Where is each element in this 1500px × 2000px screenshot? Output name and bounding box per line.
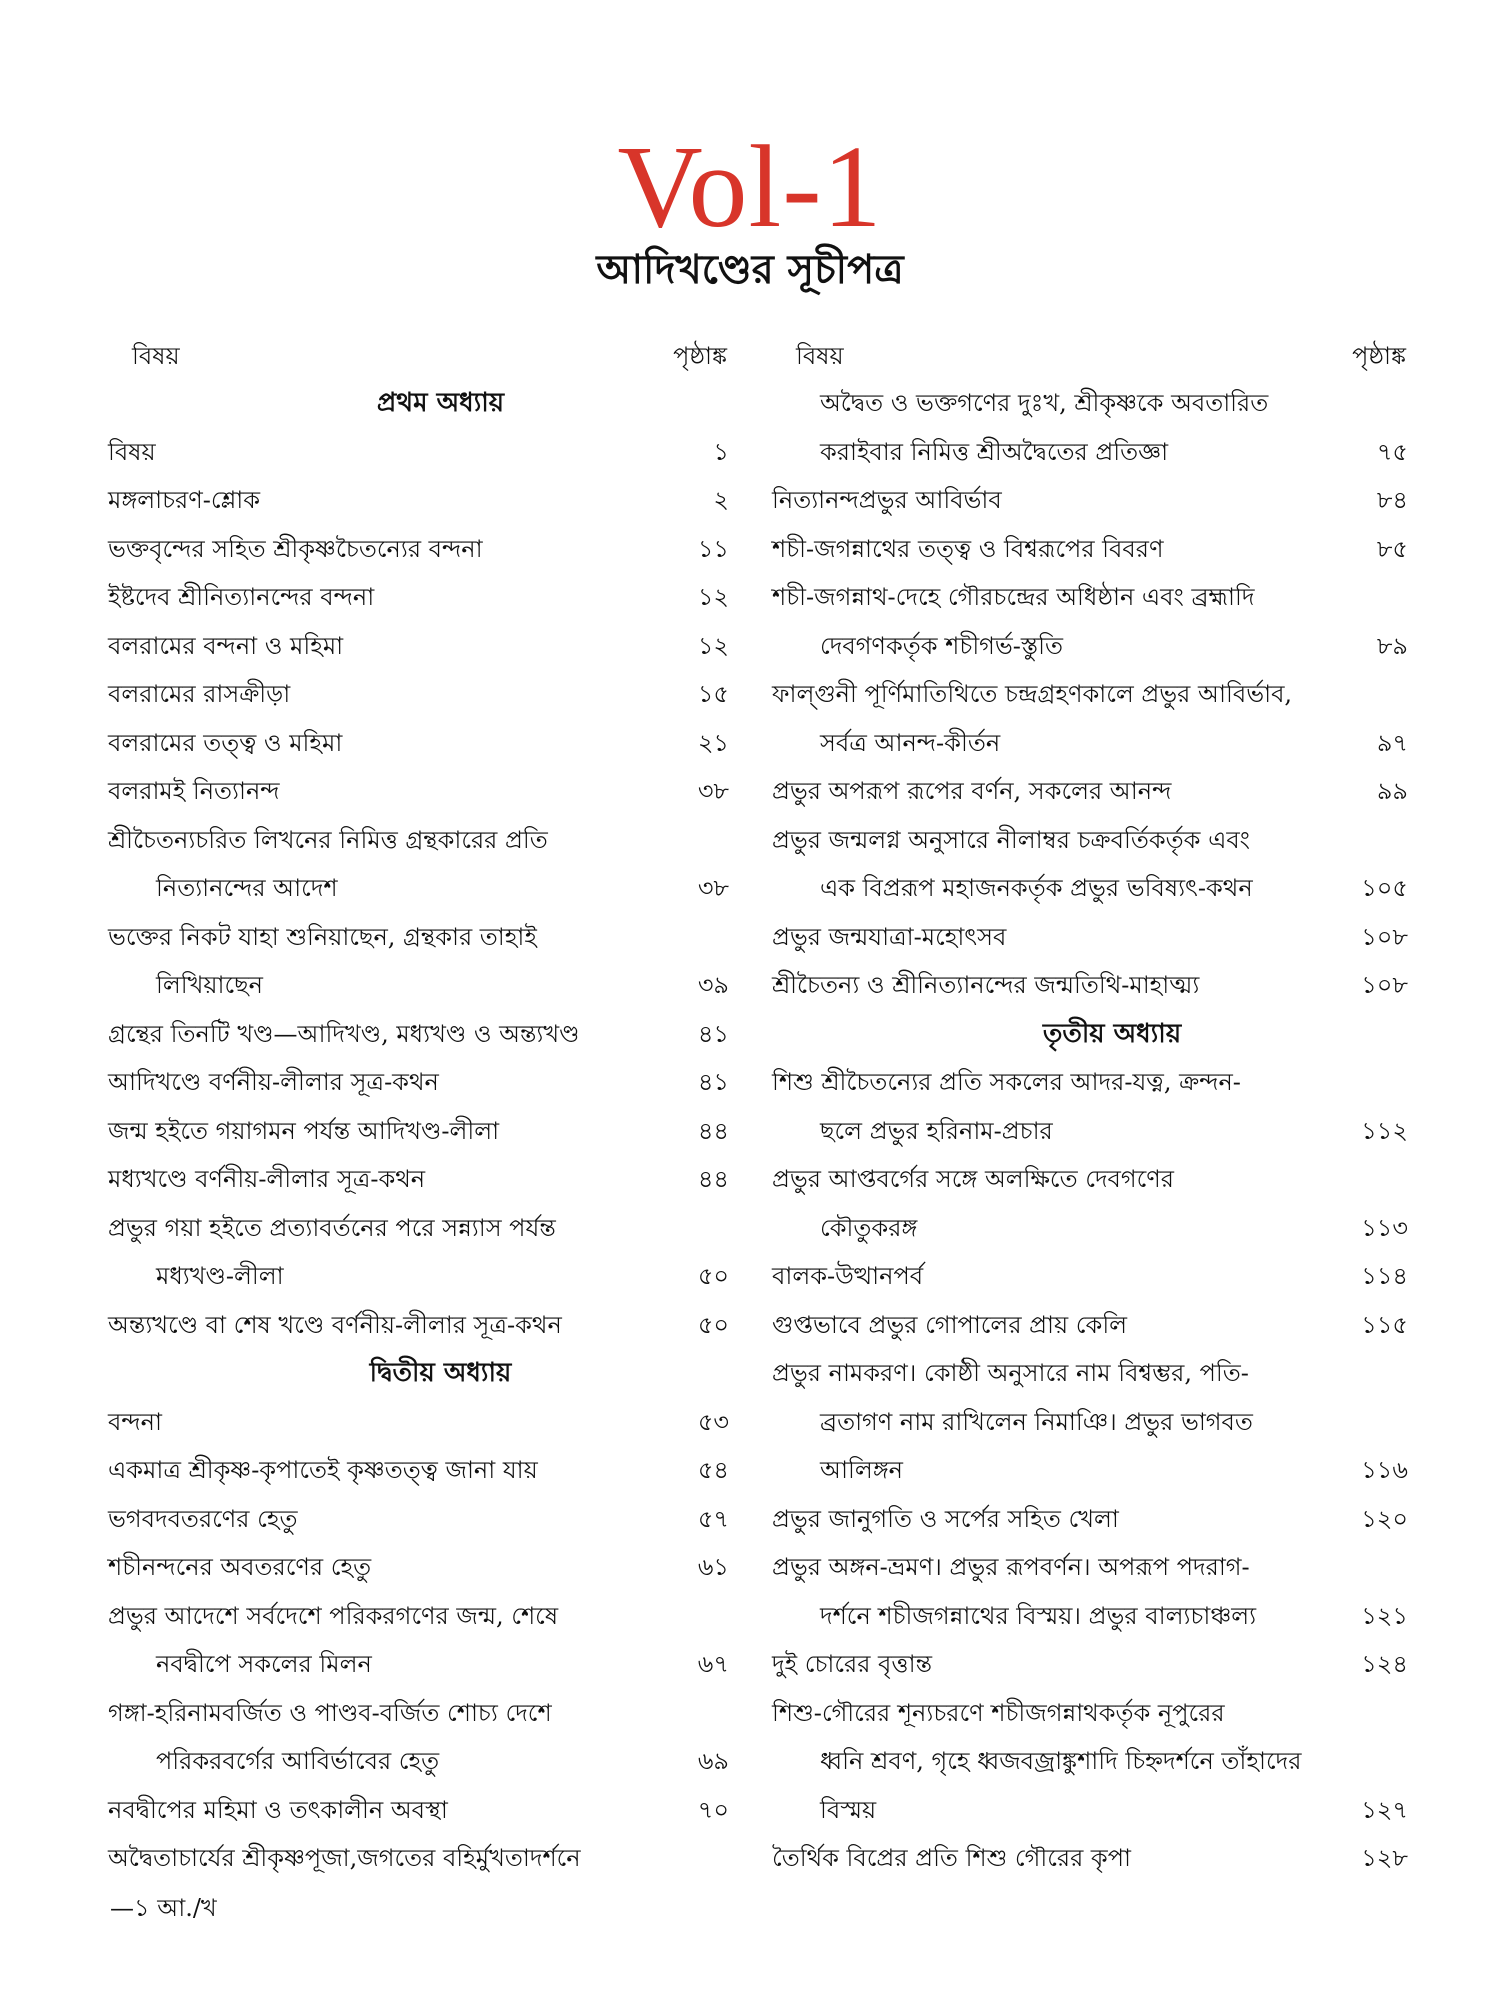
toc-entry bbox=[108, 1786, 733, 1835]
toc-entry-text: ব্রতাগণ নাম রাখিলেন নিমাঞি। প্রভুর ভাগবত bbox=[820, 1407, 1253, 1436]
left-column bbox=[108, 333, 733, 1883]
volume-title: Vol-1 bbox=[617, 121, 883, 252]
toc-entry bbox=[108, 622, 733, 671]
toc-entry bbox=[772, 573, 1412, 622]
toc-entry-text: দুই চোরের বৃত্তান্ত bbox=[772, 1650, 933, 1678]
toc-entry-text: তৈর্থিক বিপ্রের প্রতি শিশু গৌরের কৃপা bbox=[772, 1844, 1131, 1872]
toc-entry-page: ১২ bbox=[697, 631, 729, 660]
toc-entry-text: শিশু শ্রীচৈতন্যের প্রতি সকলের আদর-যত্ন, ক্রন্দন- bbox=[772, 1068, 1241, 1096]
chapter-heading: দ্বিতীয় অধ্যায় bbox=[369, 1358, 512, 1388]
toc-entry-page: ১২৪ bbox=[1361, 1650, 1408, 1678]
toc-entry-text: ফাল্গুনী পূর্ণিমাতিথিতে চন্দ্রগ্রহণকালে প্রভুর আবির্ভাব, bbox=[772, 680, 1293, 708]
toc-entry-text: নিত্যানন্দপ্রভুর আবির্ভাব bbox=[772, 486, 1002, 514]
toc-entry-text: বিস্ময় bbox=[820, 1795, 877, 1824]
toc-entry-text: নবদ্বীপের মহিমা ও তৎকালীন অবস্থা bbox=[108, 1795, 448, 1824]
toc-entry-text: প্রভুর আপ্তবর্গের সঙ্গে অলক্ষিতে দেবগণের bbox=[772, 1165, 1175, 1193]
toc-entry bbox=[772, 1252, 1412, 1301]
toc-entry bbox=[772, 622, 1412, 671]
toc-list bbox=[772, 1058, 1412, 1883]
toc-entry bbox=[108, 1301, 733, 1350]
toc-entry bbox=[772, 525, 1412, 574]
toc-entry-text: প্রভুর জানুগতি ও সর্পের সহিত খেলা bbox=[772, 1504, 1119, 1533]
toc-entry-text: অদ্বৈতাচার্যের শ্রীকৃষ্ণপূজা,জগতের বহির্মুখতাদর্শনে bbox=[108, 1844, 581, 1872]
toc-entry-page: ১১৬ bbox=[1361, 1456, 1408, 1484]
toc-entry bbox=[108, 1640, 733, 1689]
toc-entry-page: ৬৭ bbox=[697, 1650, 729, 1678]
toc-entry bbox=[108, 1398, 733, 1447]
toc-entry-text: শিশু-গৌরের শূন্যচরণে শচীজগন্নাথকর্তৃক নূপুরের bbox=[772, 1698, 1225, 1727]
toc-entry-text: করাইবার নিমিত্ত শ্রীঅদ্বৈতের প্রতিজ্ঞা bbox=[820, 437, 1169, 466]
toc-entry bbox=[772, 816, 1412, 865]
toc-entry-text: বলরামের তত্ত্ব ও মহিমা bbox=[108, 728, 343, 757]
toc-entry-page: ১১৩ bbox=[1361, 1213, 1408, 1242]
toc-entry-page: ২ bbox=[713, 486, 729, 514]
toc-entry-page: ৫০ bbox=[697, 1262, 729, 1290]
toc-entry-text: বলরামের বন্দনা ও মহিমা bbox=[108, 631, 344, 660]
toc-entry-text: ছলে প্রভুর হরিনাম-প্রচার bbox=[820, 1116, 1053, 1145]
toc-entry-text: ভক্তবৃন্দের সহিত শ্রীকৃষ্ণচৈতন্যের বন্দনা bbox=[108, 534, 483, 563]
toc-entry-page: ৪১ bbox=[697, 1068, 729, 1096]
toc-entry-text: জন্ম হইতে গয়াগমন পর্যন্ত আদিখণ্ড-লীলা bbox=[108, 1116, 500, 1145]
toc-entry-page: ৯৭ bbox=[1376, 728, 1408, 757]
toc-entry bbox=[772, 1204, 1412, 1253]
toc-entry bbox=[108, 864, 733, 913]
toc-entry bbox=[772, 1155, 1412, 1204]
toc-entry bbox=[108, 1737, 733, 1786]
toc-entry bbox=[772, 961, 1412, 1010]
toc-entry-page: ১১২ bbox=[1361, 1116, 1408, 1145]
toc-entry-page: ১১৪ bbox=[1361, 1262, 1408, 1290]
toc-entry bbox=[772, 864, 1412, 913]
contents-subtitle: আদিখণ্ডের সূচীপত্র bbox=[596, 246, 904, 293]
toc-entry-text: নিত্যানন্দের আদেশ bbox=[156, 874, 338, 902]
toc-entry-text: ইষ্টদেব শ্রীনিত্যানন্দের বন্দনা bbox=[108, 583, 375, 611]
toc-entry-text: মধ্যখণ্ড-লীলা bbox=[156, 1262, 284, 1290]
toc-entry bbox=[108, 1204, 733, 1253]
toc-entry-page: ৫৩ bbox=[697, 1407, 729, 1436]
toc-entry-text: আলিঙ্গন bbox=[820, 1456, 903, 1484]
toc-entry-page: ১২০ bbox=[1361, 1504, 1408, 1533]
toc-entry-text: প্রভুর জন্মযাত্রা-মহোৎসব bbox=[772, 922, 1007, 951]
toc-entry-page: ৭০ bbox=[697, 1795, 729, 1824]
toc-entry-text: মঙ্গলাচরণ-শ্লোক bbox=[108, 486, 261, 514]
toc-entry bbox=[772, 1349, 1412, 1398]
toc-entry-page: ৬১ bbox=[697, 1553, 729, 1581]
toc-entry-text: গ্রন্থের তিনটি খণ্ড—আদিখণ্ড, মধ্যখণ্ড ও অন্ত্যখণ্ড bbox=[108, 1019, 580, 1048]
toc-entry bbox=[772, 1301, 1412, 1350]
toc-entry bbox=[108, 913, 733, 962]
toc-entry bbox=[772, 719, 1412, 768]
toc-entry-text: অদ্বৈত ও ভক্তগণের দুঃখ, শ্রীকৃষ্ণকে অবতারিত bbox=[820, 389, 1269, 417]
toc-entry bbox=[772, 1592, 1412, 1641]
toc-entry-text: দেবগণকর্তৃক শচীগর্ভ-স্তুতি bbox=[820, 631, 1064, 660]
toc-entry-page: ৮৯ bbox=[1376, 631, 1408, 660]
toc-entry-page: ১১৫ bbox=[1361, 1310, 1408, 1339]
toc-entry-text: গুপ্তভাবে প্রভুর গোপালের প্রায় কেলি bbox=[772, 1310, 1128, 1339]
toc-entry-page: ১০৮ bbox=[1361, 971, 1408, 999]
toc-entry-text: বালক-উত্থানপর্ব bbox=[772, 1262, 924, 1290]
toc-entry bbox=[108, 1058, 733, 1107]
right-column-header bbox=[772, 333, 1412, 379]
toc-entry-text: শ্রীচৈতন্যচরিত লিখনের নিমিত্ত গ্রন্থকারের প্রতি bbox=[108, 825, 548, 854]
toc-entry bbox=[108, 1010, 733, 1059]
toc-entry-page: ১৫ bbox=[697, 680, 729, 708]
toc-entry-text: শ্রীচৈতন্য ও শ্রীনিত্যানন্দের জন্মতিথি-মাহাত্ম্য bbox=[772, 971, 1200, 999]
toc-entry bbox=[108, 1107, 733, 1156]
toc-entry bbox=[108, 573, 733, 622]
toc-entry bbox=[108, 1543, 733, 1592]
page-header: পৃষ্ঠাঙ্ক bbox=[1352, 342, 1406, 370]
toc-entry bbox=[108, 1834, 733, 1883]
toc-entry bbox=[108, 816, 733, 865]
toc-entry-page: ১০৫ bbox=[1361, 874, 1408, 902]
toc-entry-text: গঙ্গা-হরিনামবর্জিত ও পাণ্ডব-বর্জিত শোচ্য দেশে bbox=[108, 1698, 552, 1727]
toc-entry-text: দর্শনে শচীজগন্নাথের বিস্ময়। প্রভুর বাল্যচাঞ্চল্য bbox=[820, 1601, 1257, 1630]
toc-entry-page: ২১ bbox=[697, 728, 729, 757]
toc-entry-page: ৭৫ bbox=[1376, 437, 1408, 466]
toc-entry-text: বলরামের রাসক্রীড়া bbox=[108, 680, 291, 708]
toc-entry-page: ৫০ bbox=[697, 1310, 729, 1339]
toc-entry bbox=[108, 525, 733, 574]
toc-entry-text: প্রভুর জন্মলগ্ন অনুসারে নীলাম্বর চক্রবর্তিকর্তৃক এবং bbox=[772, 825, 1251, 854]
toc-entry-page: ৪৪ bbox=[697, 1165, 729, 1193]
toc-entry bbox=[772, 476, 1412, 525]
toc-entry bbox=[772, 1834, 1412, 1883]
toc-entry-page: ৪৪ bbox=[697, 1116, 729, 1145]
toc-entry bbox=[772, 767, 1412, 816]
toc-list bbox=[108, 428, 733, 1350]
toc-list bbox=[772, 379, 1412, 1010]
toc-entry-page: ৬৯ bbox=[697, 1747, 729, 1775]
toc-entry-page: ১১ bbox=[697, 534, 729, 563]
toc-entry bbox=[772, 1398, 1412, 1447]
toc-entry-text: পরিকরবর্গের আবির্ভাবের হেতু bbox=[156, 1747, 440, 1775]
toc-entry bbox=[772, 379, 1412, 428]
chapter-heading: প্রথম অধ্যায় bbox=[376, 388, 505, 418]
left-column-header bbox=[108, 333, 733, 379]
page-footer: —১ আ./খ bbox=[110, 1894, 217, 1922]
toc-entry-text: কৌতুকরঙ্গ bbox=[820, 1213, 918, 1242]
toc-entry-page: ৪১ bbox=[697, 1019, 729, 1048]
toc-entry-text: নবদ্বীপে সকলের মিলন bbox=[156, 1650, 372, 1678]
toc-entry-text: মধ্যখণ্ডে বর্ণনীয়-লীলার সূত্র-কথন bbox=[108, 1165, 426, 1193]
toc-entry-page: ১০৮ bbox=[1361, 922, 1408, 951]
toc-entry bbox=[108, 1155, 733, 1204]
toc-entry-text: একমাত্র শ্রীকৃষ্ণ-কৃপাতেই কৃষ্ণতত্ত্ব জানা যায় bbox=[108, 1456, 538, 1484]
toc-entry-page: ১২১ bbox=[1361, 1601, 1408, 1630]
toc-entry bbox=[772, 670, 1412, 719]
toc-entry-text: অন্ত্যখণ্ডে বা শেষ খণ্ডে বর্ণনীয়-লীলার সূত্র-কথন bbox=[108, 1310, 562, 1339]
toc-entry-text: শচী-জগন্নাথের তত্ত্ব ও বিশ্বরূপের বিবরণ bbox=[772, 534, 1164, 563]
toc-entry bbox=[772, 1495, 1412, 1544]
toc-entry bbox=[108, 1446, 733, 1495]
toc-entry bbox=[772, 1107, 1412, 1156]
page-header: পৃষ্ঠাঙ্ক bbox=[673, 342, 727, 370]
toc-entry-page: ৮৫ bbox=[1376, 534, 1408, 563]
toc-entry bbox=[108, 1495, 733, 1544]
toc-entry-text: প্রভুর নামকরণ। কোষ্ঠী অনুসারে নাম বিশ্বম্ভর, পতি- bbox=[772, 1359, 1249, 1387]
toc-entry bbox=[108, 476, 733, 525]
toc-entry-text: ধ্বনি শ্রবণ, গৃহে ধ্বজবজ্রাঙ্কুশাদি চিহ্নদর্শনে তাঁহাদের bbox=[820, 1747, 1302, 1775]
toc-list bbox=[108, 1398, 733, 1883]
toc-entry bbox=[772, 428, 1412, 477]
toc-entry bbox=[772, 1737, 1412, 1786]
toc-entry-text: বলরামই নিত্যানন্দ bbox=[108, 777, 280, 805]
toc-entry-text: সর্বত্র আনন্দ-কীর্তন bbox=[820, 728, 1001, 757]
right-column bbox=[772, 333, 1412, 1883]
toc-entry bbox=[108, 670, 733, 719]
toc-entry-page: ৮৪ bbox=[1376, 486, 1408, 514]
toc-entry-page: ৩৯ bbox=[697, 971, 729, 999]
toc-entry-page: ১ bbox=[713, 437, 729, 466]
toc-entry bbox=[772, 1543, 1412, 1592]
toc-entry-page: ৫৪ bbox=[697, 1456, 729, 1484]
toc-entry bbox=[772, 1786, 1412, 1835]
toc-entry-text: শচীনন্দনের অবতরণের হেতু bbox=[108, 1553, 372, 1581]
toc-entry-page: ১২৮ bbox=[1361, 1844, 1408, 1872]
toc-entry bbox=[108, 961, 733, 1010]
toc-entry bbox=[108, 719, 733, 768]
toc-entry-text: লিখিয়াছেন bbox=[156, 971, 263, 999]
toc-entry-text: শচী-জগন্নাথ-দেহে গৌরচন্দ্রের অধিষ্ঠান এবং ব্রহ্মাদি bbox=[772, 583, 1255, 611]
toc-entry bbox=[108, 428, 733, 477]
toc-entry-page: ৯৯ bbox=[1376, 777, 1408, 805]
toc-entry-page: ৩৮ bbox=[697, 874, 729, 902]
toc-entry bbox=[108, 1252, 733, 1301]
toc-entry bbox=[772, 913, 1412, 962]
toc-entry-page: ৩৮ bbox=[697, 777, 729, 805]
toc-entry-page: ১২ bbox=[697, 583, 729, 611]
toc-entry bbox=[772, 1640, 1412, 1689]
toc-entry bbox=[772, 1058, 1412, 1107]
chapter-heading: তৃতীয় অধ্যায় bbox=[1042, 1018, 1182, 1049]
toc-entry-page: ৫৭ bbox=[697, 1504, 729, 1533]
toc-entry bbox=[108, 1592, 733, 1641]
toc-entry-text: প্রভুর অপরূপ রূপের বর্ণন, সকলের আনন্দ bbox=[772, 777, 1172, 805]
toc-entry-text: এক বিপ্ররূপ মহাজনকর্তৃক প্রভুর ভবিষ্যৎ-কথন bbox=[820, 874, 1253, 902]
toc-entry-text: আদিখণ্ডে বর্ণনীয়-লীলার সূত্র-কথন bbox=[108, 1068, 439, 1096]
toc-entry bbox=[108, 767, 733, 816]
toc-entry-text: ভগবদবতরণের হেতু bbox=[108, 1504, 298, 1533]
toc-entry-text: প্রভুর গয়া হইতে প্রত্যাবর্তনের পরে সন্ন্যাস পর্যন্ত bbox=[108, 1213, 556, 1242]
toc-entry-text: প্রভুর অঙ্গন-ভ্রমণ। প্রভুর রূপবর্ণন। অপরূপ পদরাগ- bbox=[772, 1553, 1250, 1581]
subject-header: বিষয় bbox=[796, 342, 844, 370]
toc-entry-text: ভক্তের নিকট যাহা শুনিয়াছেন, গ্রন্থকার তাহাই bbox=[108, 922, 537, 951]
subject-header: বিষয় bbox=[132, 342, 180, 370]
toc-entry-text: বিষয় bbox=[108, 437, 156, 466]
toc-entry bbox=[108, 1689, 733, 1738]
toc-entry-text: প্রভুর আদেশে সর্বদেশে পরিকরগণের জন্ম, শেষে bbox=[108, 1601, 559, 1630]
toc-entry-text: বন্দনা bbox=[108, 1407, 162, 1436]
toc-entry bbox=[772, 1446, 1412, 1495]
toc-entry bbox=[772, 1689, 1412, 1738]
toc-entry-page: ১২৭ bbox=[1361, 1795, 1408, 1824]
